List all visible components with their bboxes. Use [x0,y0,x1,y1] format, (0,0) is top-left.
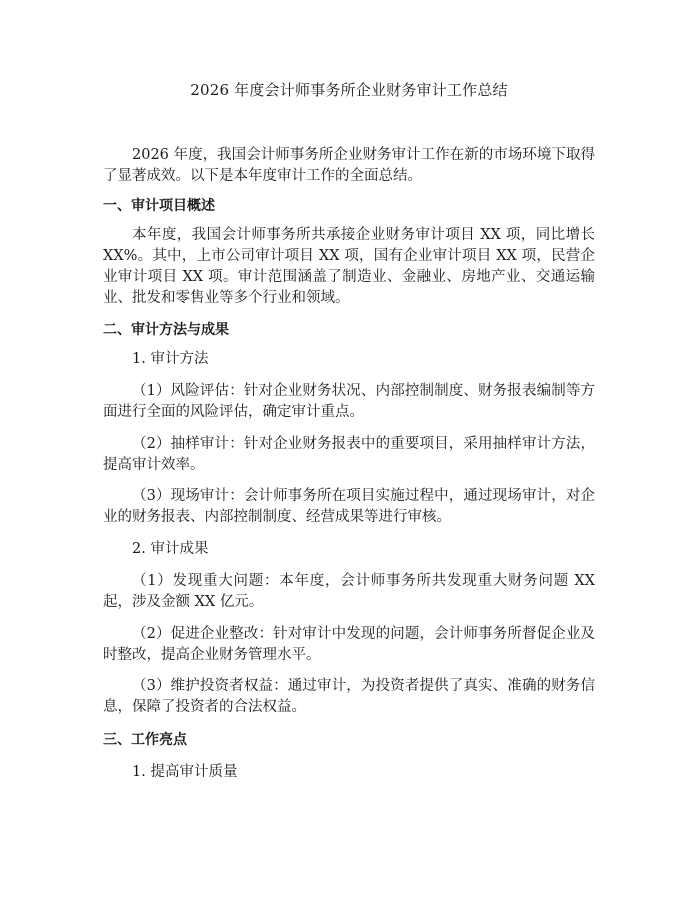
section-heading-methods: 二、审计方法与成果 [103,322,229,338]
result-item-investors: （3）维护投资者权益：通过审计，为投资者提供了真实、准确的财务信息，保障了投资者的合法权益。 [103,678,595,715]
section-heading-overview: 一、审计项目概述 [103,198,215,214]
document-title: 2026 年度会计师事务所企业财务审计工作总结 [190,81,508,99]
section-heading-highlights: 三、工作亮点 [103,732,187,748]
intro-paragraph: 2026 年度，我国会计师事务所企业财务审计工作在新的市场环境下取得了显著成效。以下是本年度审计工作的全面总结。 [103,147,595,184]
subheading-audit-methods: 1. 审计方法 [132,351,209,367]
result-item-issues: （1）发现重大问题：本年度，会计师事务所共发现重大财务问题 XX 起，涉及金额 XX 亿元。 [103,573,595,610]
method-item-onsite: （3）现场审计：会计师事务所在项目实施过程中，通过现场审计，对企业的财务报表、内部控制制度、经营成果等进行审核。 [103,488,595,525]
overview-paragraph: 本年度，我国会计师事务所共承接企业财务审计项目 XX 项，同比增长 XX%。其中，上市公司审计项目 XX 项，国有企业审计项目 XX 项，民营企业审计项目 XX 项。审计范围涵盖了制造业、金融业、房地产业、交通运输业、批发和零售业等多个行业和领域。 [103,227,595,306]
method-item-sampling: （2）抽样审计：针对企业财务报表中的重要项目，采用抽样审计方法，提高审计效率。 [103,436,595,473]
method-item-risk: （1）风险评估：针对企业财务状况、内部控制制度、财务报表编制等方面进行全面的风险评估，确定审计重点。 [103,383,595,420]
subheading-audit-results: 2. 审计成果 [132,541,209,557]
result-item-rectification: （2）促进企业整改：针对审计中发现的问题，会计师事务所督促企业及时整改，提高企业财务管理水平。 [103,626,595,663]
subheading-audit-quality: 1. 提高审计质量 [132,764,238,780]
